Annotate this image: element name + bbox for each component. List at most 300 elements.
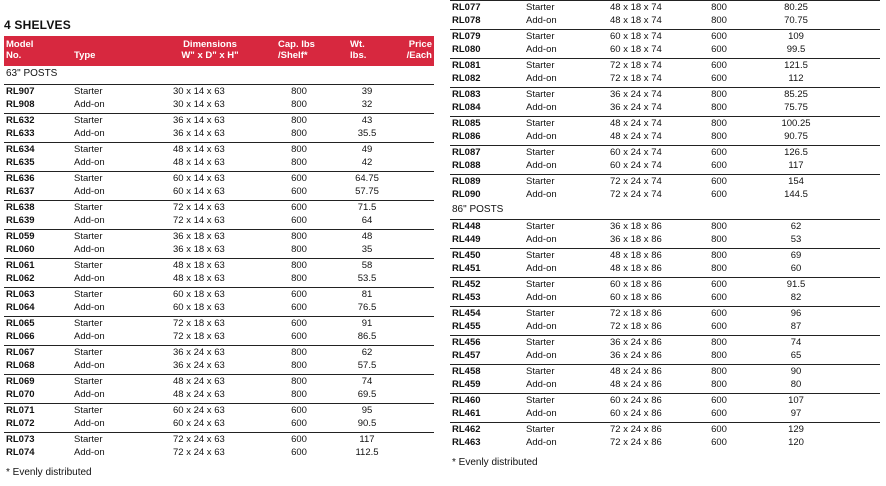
cell-model-number: RL455 — [452, 321, 481, 332]
table-row — [450, 220, 880, 233]
cell-dimensions: 72 x 18 x 86 — [610, 308, 662, 319]
cell-dimensions: 72 x 14 x 63 — [173, 215, 225, 226]
cell-weight: 109 — [788, 31, 804, 42]
cell-type: Add-on — [526, 234, 557, 245]
row-divider — [450, 29, 880, 30]
table-row — [450, 72, 880, 85]
cell-type: Add-on — [526, 160, 557, 171]
cell-dimensions: 36 x 18 x 63 — [173, 244, 225, 255]
table-row — [450, 101, 880, 114]
cell-model-number: RL068 — [6, 360, 35, 371]
cell-dimensions: 60 x 24 x 63 — [173, 405, 225, 416]
cell-dimensions: 60 x 18 x 63 — [173, 302, 225, 313]
cell-capacity: 800 — [291, 86, 307, 97]
cell-capacity: 800 — [711, 350, 727, 361]
table-row — [450, 30, 880, 43]
cell-type: Add-on — [526, 15, 557, 26]
cell-type: Add-on — [526, 437, 557, 448]
table-row — [4, 446, 434, 459]
cell-weight: 91.5 — [786, 279, 806, 290]
header-dimensions — [170, 39, 250, 61]
cell-model-number: RL907 — [6, 86, 35, 97]
cell-type: Add-on — [74, 99, 105, 110]
cell-model-number: RL457 — [452, 350, 481, 361]
cell-weight: 57.5 — [357, 360, 377, 371]
cell-dimensions: 36 x 24 x 63 — [173, 347, 225, 358]
cell-weight: 154 — [788, 176, 804, 187]
cell-model-number: RL085 — [452, 118, 481, 129]
cell-type: Add-on — [74, 186, 105, 197]
cell-model-number: RL062 — [6, 273, 35, 284]
cell-weight: 120 — [788, 437, 804, 448]
row-divider — [4, 432, 434, 433]
table-row — [4, 330, 434, 343]
table-row — [4, 301, 434, 314]
cell-model-number: RL084 — [452, 102, 481, 113]
header-price-line1: Price — [408, 39, 432, 50]
cell-weight: 49 — [361, 144, 373, 155]
cell-type: Add-on — [526, 73, 557, 84]
table-row — [4, 272, 434, 285]
cell-type: Starter — [74, 144, 103, 155]
cell-model-number: RL635 — [6, 157, 35, 168]
table-row — [4, 185, 434, 198]
cell-weight: 86.5 — [357, 331, 377, 342]
cell-model-number: RL449 — [452, 234, 481, 245]
cell-dimensions: 36 x 18 x 86 — [610, 221, 662, 232]
cell-dimensions: 60 x 24 x 74 — [610, 147, 662, 158]
cell-capacity: 800 — [291, 144, 307, 155]
table-row — [4, 143, 434, 156]
row-divider — [4, 84, 434, 85]
table-row — [4, 417, 434, 430]
table-row — [4, 388, 434, 401]
cell-model-number: RL461 — [452, 408, 481, 419]
cell-type: Add-on — [526, 292, 557, 303]
cell-model-number: RL078 — [452, 15, 481, 26]
cell-weight: 60 — [790, 263, 802, 274]
cell-weight: 91 — [361, 318, 373, 329]
cell-dimensions: 48 x 18 x 74 — [610, 15, 662, 26]
cell-model-number: RL453 — [452, 292, 481, 303]
cell-model-number: RL060 — [6, 244, 35, 255]
cell-model-number: RL066 — [6, 331, 35, 342]
table-row — [4, 201, 434, 214]
cell-dimensions: 60 x 14 x 63 — [173, 173, 225, 184]
cell-weight: 121.5 — [784, 60, 808, 71]
cell-capacity: 600 — [711, 395, 727, 406]
header-dimensions-line2: W" x D" x H" — [181, 50, 239, 61]
cell-weight: 126.5 — [784, 147, 808, 158]
cell-type: Starter — [74, 202, 103, 213]
cell-model-number: RL086 — [452, 131, 481, 142]
header-model-line2: No. — [6, 50, 22, 61]
cell-weight: 62 — [790, 221, 802, 232]
table-row — [450, 1, 880, 14]
cell-capacity: 800 — [711, 2, 727, 13]
cell-capacity: 800 — [291, 376, 307, 387]
cell-capacity: 800 — [711, 337, 727, 348]
table-row — [4, 346, 434, 359]
cell-type: Starter — [74, 289, 103, 300]
cell-type: Add-on — [526, 131, 557, 142]
cell-capacity: 800 — [711, 263, 727, 274]
cell-dimensions: 72 x 24 x 74 — [610, 176, 662, 187]
cell-dimensions: 36 x 24 x 63 — [173, 360, 225, 371]
cell-capacity: 600 — [291, 447, 307, 458]
cell-weight: 53.5 — [357, 273, 377, 284]
table-row — [450, 436, 880, 449]
row-divider — [450, 116, 880, 117]
table-row — [450, 278, 880, 291]
cell-dimensions: 60 x 24 x 86 — [610, 395, 662, 406]
cell-weight: 64.75 — [355, 173, 379, 184]
cell-dimensions: 60 x 18 x 86 — [610, 279, 662, 290]
cell-model-number: RL080 — [452, 44, 481, 55]
cell-type: Starter — [526, 308, 555, 319]
cell-capacity: 600 — [711, 292, 727, 303]
cell-model-number: RL454 — [452, 308, 481, 319]
row-divider — [4, 403, 434, 404]
cell-capacity: 600 — [711, 60, 727, 71]
table-row — [450, 378, 880, 391]
cell-weight: 32 — [361, 99, 373, 110]
cell-weight: 117 — [359, 434, 375, 445]
cell-dimensions: 72 x 24 x 86 — [610, 424, 662, 435]
table-row — [4, 433, 434, 446]
cell-type: Add-on — [74, 128, 105, 139]
cell-model-number: RL077 — [452, 2, 481, 13]
cell-model-number: RL462 — [452, 424, 481, 435]
cell-weight: 129 — [788, 424, 804, 435]
cell-type: Starter — [526, 395, 555, 406]
cell-capacity: 600 — [291, 173, 307, 184]
cell-model-number: RL082 — [452, 73, 481, 84]
cell-model-number: RL458 — [452, 366, 481, 377]
cell-weight: 76.5 — [357, 302, 377, 313]
cell-model-number: RL459 — [452, 379, 481, 390]
cell-weight: 75.75 — [784, 102, 808, 113]
cell-dimensions: 48 x 24 x 86 — [610, 379, 662, 390]
cell-dimensions: 60 x 18 x 63 — [173, 289, 225, 300]
cell-type: Starter — [526, 176, 555, 187]
cell-dimensions: 36 x 14 x 63 — [173, 115, 225, 126]
table-row — [4, 85, 434, 98]
cell-type: Starter — [74, 405, 103, 416]
cell-capacity: 600 — [711, 31, 727, 42]
row-divider — [450, 364, 880, 365]
table-row — [450, 336, 880, 349]
cell-capacity: 600 — [291, 331, 307, 342]
cell-model-number: RL061 — [6, 260, 35, 271]
table-row — [450, 394, 880, 407]
row-divider — [4, 229, 434, 230]
cell-capacity: 600 — [291, 318, 307, 329]
cell-weight: 69.5 — [357, 389, 377, 400]
cell-model-number: RL067 — [6, 347, 35, 358]
cell-weight: 82 — [790, 292, 802, 303]
cell-weight: 71.5 — [357, 202, 377, 213]
cell-capacity: 800 — [711, 102, 727, 113]
table-row — [450, 407, 880, 420]
cell-dimensions: 48 x 24 x 74 — [610, 118, 662, 129]
row-divider — [4, 345, 434, 346]
page-title: 4 SHELVES — [4, 18, 71, 32]
cell-capacity: 600 — [711, 308, 727, 319]
cell-weight: 74 — [361, 376, 373, 387]
cell-capacity: 800 — [291, 115, 307, 126]
cell-weight: 117 — [788, 160, 804, 171]
cell-dimensions: 48 x 24 x 86 — [610, 366, 662, 377]
cell-capacity: 600 — [711, 189, 727, 200]
cell-model-number: RL908 — [6, 99, 35, 110]
cell-type: Starter — [526, 221, 555, 232]
cell-model-number: RL451 — [452, 263, 481, 274]
cell-dimensions: 30 x 14 x 63 — [173, 86, 225, 97]
cell-capacity: 800 — [291, 273, 307, 284]
cell-capacity: 800 — [291, 389, 307, 400]
cell-model-number: RL089 — [452, 176, 481, 187]
cell-model-number: RL634 — [6, 144, 35, 155]
cell-model-number: RL456 — [452, 337, 481, 348]
cell-type: Add-on — [526, 102, 557, 113]
cell-capacity: 800 — [291, 128, 307, 139]
cell-type: Starter — [526, 31, 555, 42]
header-cap — [278, 39, 315, 61]
cell-model-number: RL065 — [6, 318, 35, 329]
table-row — [450, 88, 880, 101]
table-row — [450, 249, 880, 262]
table-row — [450, 365, 880, 378]
cell-type: Starter — [74, 260, 103, 271]
table-row — [450, 159, 880, 172]
row-divider — [450, 0, 880, 1]
cell-model-number: RL637 — [6, 186, 35, 197]
cell-capacity: 600 — [711, 437, 727, 448]
row-divider — [450, 174, 880, 175]
cell-capacity: 600 — [291, 202, 307, 213]
cell-capacity: 800 — [291, 347, 307, 358]
cell-model-number: RL632 — [6, 115, 35, 126]
cell-model-number: RL063 — [6, 289, 35, 300]
cell-capacity: 600 — [291, 215, 307, 226]
cell-model-number: RL071 — [6, 405, 35, 416]
cell-type: Starter — [526, 2, 555, 13]
cell-dimensions: 48 x 14 x 63 — [173, 144, 225, 155]
header-cap-line1: Cap. lbs — [278, 39, 315, 50]
cell-model-number: RL072 — [6, 418, 35, 429]
cell-model-number: RL069 — [6, 376, 35, 387]
cell-dimensions: 36 x 18 x 63 — [173, 231, 225, 242]
cell-model-number: RL450 — [452, 250, 481, 261]
row-divider — [4, 287, 434, 288]
table-row — [450, 175, 880, 188]
cell-weight: 43 — [361, 115, 373, 126]
cell-model-number: RL463 — [452, 437, 481, 448]
table-row — [450, 14, 880, 27]
cell-type: Add-on — [74, 273, 105, 284]
cell-dimensions: 60 x 24 x 86 — [610, 408, 662, 419]
cell-dimensions: 72 x 24 x 63 — [173, 434, 225, 445]
cell-weight: 100.25 — [781, 118, 811, 129]
row-divider — [450, 219, 880, 220]
cell-weight: 62 — [361, 347, 373, 358]
cell-capacity: 800 — [711, 234, 727, 245]
cell-capacity: 600 — [711, 424, 727, 435]
cell-weight: 80.25 — [784, 2, 808, 13]
cell-dimensions: 48 x 18 x 86 — [610, 250, 662, 261]
cell-model-number: RL064 — [6, 302, 35, 313]
cell-model-number: RL633 — [6, 128, 35, 139]
cell-capacity: 600 — [711, 147, 727, 158]
table-row — [4, 127, 434, 140]
cell-dimensions: 36 x 18 x 86 — [610, 234, 662, 245]
cell-type: Add-on — [526, 379, 557, 390]
cell-model-number: RL087 — [452, 147, 481, 158]
cell-capacity: 600 — [291, 405, 307, 416]
cell-weight: 90 — [790, 366, 802, 377]
row-divider — [4, 200, 434, 201]
header-wt-line2: lbs. — [350, 50, 367, 61]
table-row — [4, 156, 434, 169]
table-row — [4, 317, 434, 330]
cell-model-number: RL638 — [6, 202, 35, 213]
row-divider — [4, 142, 434, 143]
table-row — [450, 349, 880, 362]
cell-dimensions: 60 x 18 x 74 — [610, 44, 662, 55]
cell-weight: 144.5 — [784, 189, 808, 200]
cell-model-number: RL090 — [452, 189, 481, 200]
cell-dimensions: 48 x 24 x 63 — [173, 376, 225, 387]
table-row — [450, 188, 880, 201]
cell-capacity: 600 — [711, 73, 727, 84]
cell-capacity: 800 — [711, 15, 727, 26]
cell-dimensions: 72 x 18 x 74 — [610, 73, 662, 84]
cell-capacity: 600 — [711, 160, 727, 171]
table-row — [450, 233, 880, 246]
cell-model-number: RL639 — [6, 215, 35, 226]
table-row — [4, 404, 434, 417]
header-dimensions-line1: Dimensions — [183, 39, 237, 50]
cell-dimensions: 30 x 14 x 63 — [173, 99, 225, 110]
cell-type: Add-on — [74, 447, 105, 458]
cell-type: Add-on — [526, 44, 557, 55]
cell-type: Starter — [526, 424, 555, 435]
cell-dimensions: 48 x 24 x 74 — [610, 131, 662, 142]
header-cap-line2: /Shelf* — [278, 50, 308, 61]
cell-capacity: 600 — [291, 302, 307, 313]
cell-capacity: 800 — [711, 250, 727, 261]
cell-type: Starter — [74, 173, 103, 184]
row-divider — [4, 113, 434, 114]
cell-model-number: RL452 — [452, 279, 481, 290]
table-row — [4, 114, 434, 127]
cell-type: Add-on — [74, 360, 105, 371]
cell-dimensions: 72 x 14 x 63 — [173, 202, 225, 213]
row-divider — [450, 145, 880, 146]
cell-type: Starter — [526, 118, 555, 129]
cell-capacity: 800 — [711, 89, 727, 100]
table-row — [4, 98, 434, 111]
cell-type: Add-on — [74, 331, 105, 342]
cell-model-number: RL083 — [452, 89, 481, 100]
cell-capacity: 800 — [711, 118, 727, 129]
cell-dimensions: 48 x 18 x 74 — [610, 2, 662, 13]
cell-type: Add-on — [74, 302, 105, 313]
table-row — [4, 214, 434, 227]
cell-dimensions: 72 x 18 x 74 — [610, 60, 662, 71]
row-divider — [450, 393, 880, 394]
cell-weight: 95 — [361, 405, 373, 416]
cell-type: Add-on — [74, 157, 105, 168]
cell-model-number: RL079 — [452, 31, 481, 42]
row-divider — [450, 87, 880, 88]
cell-capacity: 800 — [711, 379, 727, 390]
cell-capacity: 800 — [291, 244, 307, 255]
cell-capacity: 600 — [711, 321, 727, 332]
cell-dimensions: 60 x 18 x 74 — [610, 31, 662, 42]
cell-capacity: 800 — [291, 260, 307, 271]
table-row — [450, 130, 880, 143]
cell-dimensions: 48 x 18 x 86 — [610, 263, 662, 274]
cell-model-number: RL073 — [6, 434, 35, 445]
section-63-posts: 63" POSTS — [6, 68, 58, 79]
cell-dimensions: 36 x 24 x 86 — [610, 337, 662, 348]
cell-dimensions: 36 x 24 x 74 — [610, 89, 662, 100]
cell-dimensions: 48 x 18 x 63 — [173, 273, 225, 284]
table-row — [450, 291, 880, 304]
table-row — [450, 43, 880, 56]
table-row — [450, 117, 880, 130]
table-row — [4, 375, 434, 388]
cell-dimensions: 36 x 24 x 74 — [610, 102, 662, 113]
row-divider — [450, 335, 880, 336]
cell-dimensions: 48 x 24 x 63 — [173, 389, 225, 400]
cell-type: Add-on — [74, 244, 105, 255]
table-row — [4, 259, 434, 272]
cell-weight: 35.5 — [357, 128, 377, 139]
cell-type: Add-on — [74, 418, 105, 429]
header-model — [6, 39, 33, 61]
cell-model-number: RL448 — [452, 221, 481, 232]
cell-weight: 99.5 — [786, 44, 806, 55]
row-divider — [4, 316, 434, 317]
cell-type: Starter — [74, 376, 103, 387]
table-row — [4, 172, 434, 185]
cell-type: Add-on — [526, 321, 557, 332]
cell-weight: 65 — [790, 350, 802, 361]
table-row — [450, 146, 880, 159]
cell-weight: 69 — [790, 250, 802, 261]
table-row — [450, 262, 880, 275]
cell-weight: 90.75 — [784, 131, 808, 142]
row-divider — [450, 58, 880, 59]
cell-weight: 85.25 — [784, 89, 808, 100]
cell-weight: 112 — [788, 73, 804, 84]
cell-dimensions: 36 x 24 x 86 — [610, 350, 662, 361]
cell-dimensions: 36 x 14 x 63 — [173, 128, 225, 139]
row-divider — [4, 258, 434, 259]
header-model-line1: Model — [6, 39, 34, 50]
section-86-posts: 86" POSTS — [452, 204, 504, 215]
cell-capacity: 800 — [711, 131, 727, 142]
cell-type: Add-on — [526, 263, 557, 274]
cell-model-number: RL081 — [452, 60, 481, 71]
header-price — [404, 39, 432, 61]
table-row — [450, 59, 880, 72]
cell-type: Add-on — [526, 189, 557, 200]
cell-capacity: 600 — [711, 44, 727, 55]
